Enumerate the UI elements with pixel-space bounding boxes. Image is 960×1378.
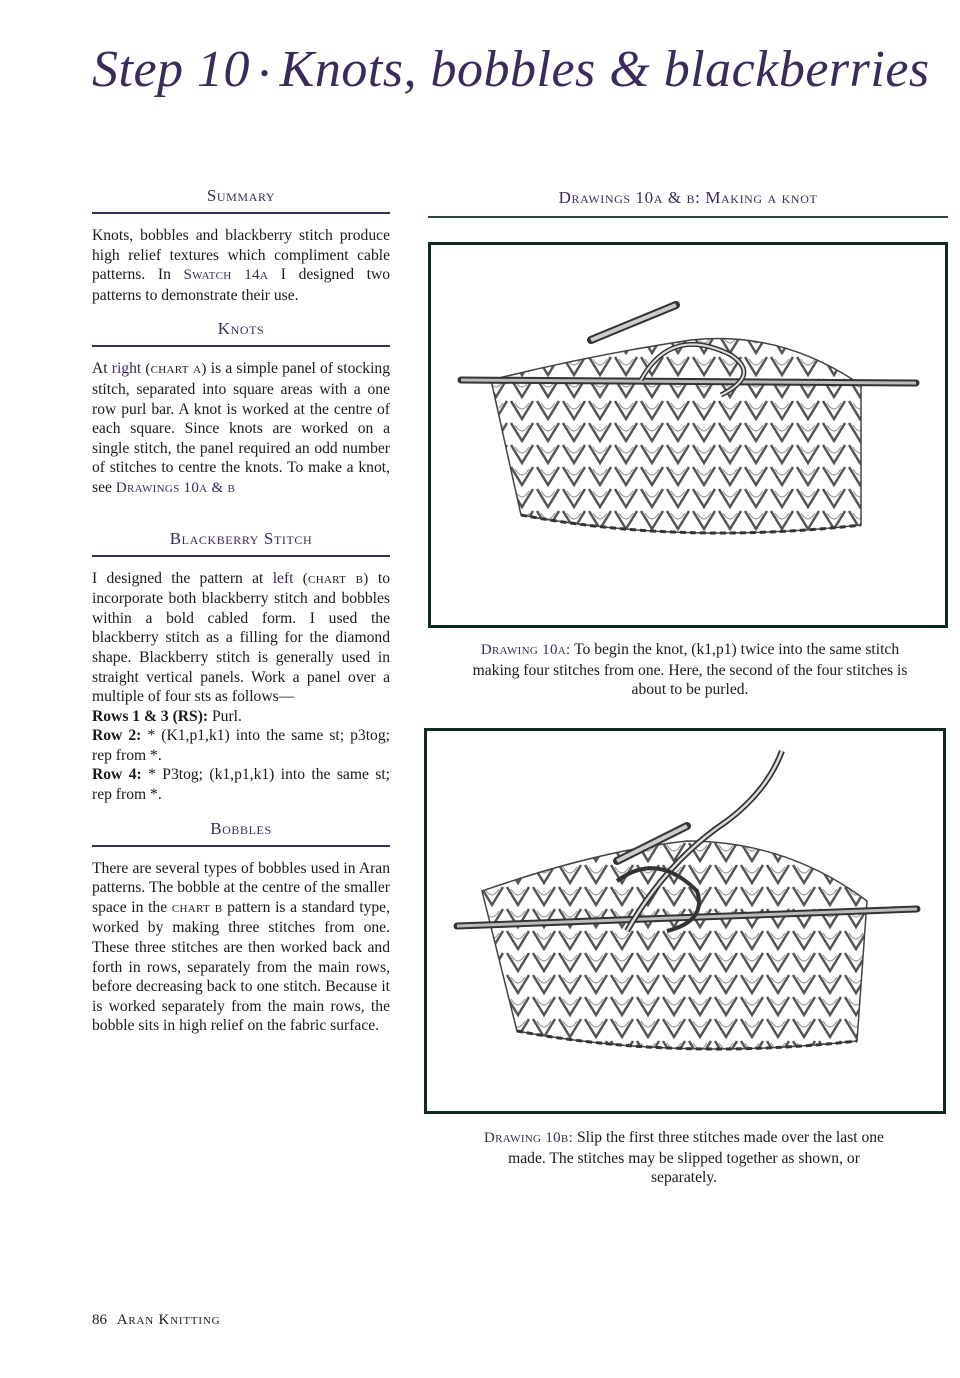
title-separator: • bbox=[260, 59, 270, 89]
summary-text: Knots, bobbles and blackberry stitch produce high relief textures which compliment cable patterns. In Swatch 14a I designed two patterns to demonstrate their use. bbox=[92, 227, 391, 304]
book-title: Aran Knitting bbox=[116, 1312, 221, 1328]
summary-heading: Summary bbox=[92, 186, 390, 214]
pattern-row: Rows 1 & 3 (RS): Purl. bbox=[92, 707, 242, 725]
right-link: right bbox=[111, 360, 142, 378]
page-number: 86 bbox=[92, 1312, 107, 1328]
chart-b-ref: (chart b) bbox=[302, 570, 369, 587]
knitting-illustration-10b bbox=[427, 731, 943, 1111]
bobbles-text: There are several types of bobbles used in Aran patterns. The bobble at the centre of the smaller space in the chart b pattern is a standard type, worked by making three stitches from one. These three stitches are then worked back and forth in rows, separately from the main rows, before decreasing back to one stitch. Because it is worked separately from the main rows, the bobble sits in high relief on the fabric surface. bbox=[92, 859, 391, 1035]
blackberry-heading: Blackberry Stitch bbox=[92, 529, 390, 557]
drawings-ref: Drawings 10a & b bbox=[115, 479, 236, 496]
chart-a-ref: (chart a) bbox=[145, 361, 207, 378]
pattern-row: Row 4: * P3tog; (k1,p1,k1) into the same st; rep from *. bbox=[92, 766, 390, 804]
bobbles-heading: Bobbles bbox=[92, 819, 390, 847]
drawing-10a-caption: Drawing 10a: To begin the knot, (k1,p1) twice into the same stitch making four stitches from one. Here, the second of the four stitches is about to be purled. bbox=[472, 641, 908, 699]
drawing-10b-label: Drawing 10b: bbox=[484, 1130, 574, 1146]
page-footer bbox=[92, 1312, 220, 1329]
drawing-10b-frame bbox=[424, 728, 946, 1114]
title-step: Step 10 bbox=[92, 41, 251, 98]
knots-heading: Knots bbox=[92, 319, 390, 347]
right-column bbox=[428, 188, 948, 218]
page-title bbox=[92, 40, 930, 99]
blackberry-text: I designed the pattern at left (chart b) to incorporate both blackberry stitch and bobbles within a bold cabled form. I used the blackberry stitch as a filling for the diamond shape. Blackberry stitch is generally used in straight vertical panels. Work a panel over a multiple of four sts as follows— bbox=[92, 569, 390, 706]
chart-b-ref-2: chart b bbox=[171, 899, 223, 916]
title-subject: Knots, bobbles & blackberries bbox=[279, 41, 930, 98]
pattern-row: Row 2: * (K1,p1,k1) into the same st; p3tog; rep from *. bbox=[92, 727, 390, 764]
swatch-ref: Swatch 14a bbox=[183, 267, 269, 284]
knots-text: At right (chart a) is a simple panel of stocking stitch, separated into square areas with a one row purl bar. A knot is worked at the centre of each square. Since knots are worked on a single stitch, the panel required an odd number of stitches to centre the knots. To make a knot, see Drawings 10a & b bbox=[92, 360, 391, 496]
left-link: left bbox=[272, 569, 294, 587]
knitting-illustration-10a bbox=[431, 245, 945, 625]
drawing-10a-frame bbox=[428, 242, 948, 628]
drawing-10b-caption: Drawing 10b: Slip the first three stitches made over the last one made. The stitches may be slipped together as shown, or separately. bbox=[484, 1129, 884, 1187]
drawing-10a-label: Drawing 10a: bbox=[480, 642, 571, 658]
drawings-heading: Drawings 10a & b: Making a knot bbox=[428, 188, 948, 218]
left-column bbox=[92, 186, 390, 1050]
